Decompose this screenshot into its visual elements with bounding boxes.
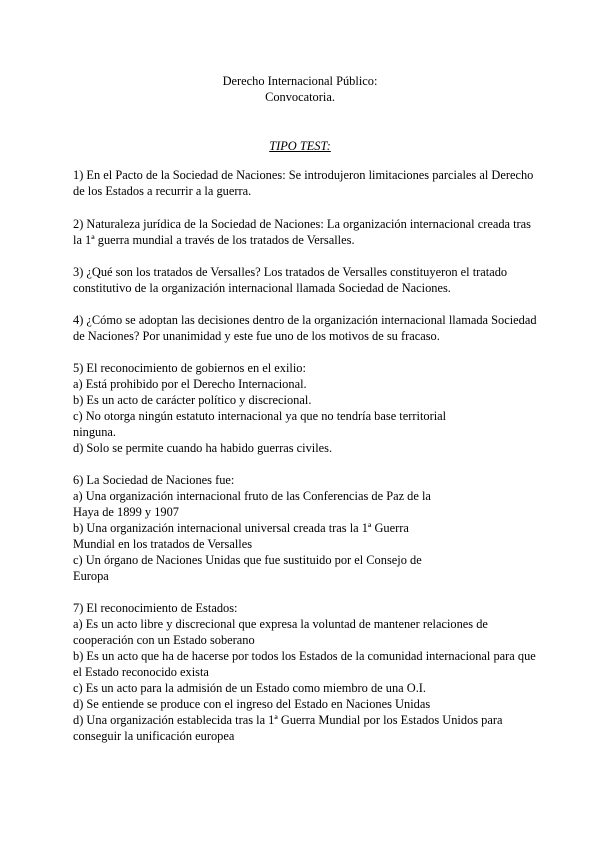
question-4-line-1: 4) ¿Cómo se adoptan las decisiones dentro de la organización internacional llamada Sociedad (73, 313, 537, 327)
question-6-prompt: 6) La Sociedad de Naciones fue: (73, 473, 235, 487)
question-7-option-b: b) Es un acto que ha de hacerse por todos los Estados de la comunidad internacional para que (73, 649, 536, 663)
question-7-option-d-second-cont: conseguir la unificación europea (73, 729, 235, 743)
question-5-prompt: 5) El reconocimiento de gobiernos en el exilio: (73, 361, 306, 375)
question-5-option-c-cont: ninguna. (73, 425, 117, 439)
question-3-line-2: constitutivo de la organización internacional llamada Sociedad de Naciones. (73, 281, 451, 295)
question-6-option-a: a) Una organización internacional fruto de las Conferencias de Paz de la (73, 489, 431, 503)
question-6-option-b-cont: Mundial en los tratados de Versalles (73, 537, 253, 551)
question-7-option-c: c) Es un acto para la admisión de un Estado como miembro de una O.I. (73, 681, 427, 695)
question-1-line-1: 1) En el Pacto de la Sociedad de Naciones: Se introdujeron limitaciones parciales al Derecho (73, 168, 534, 182)
question-5-option-c: c) No otorga ningún estatuto internacional ya que no tendría base territorial (73, 409, 447, 423)
question-2-line-2: la 1ª guerra mundial a través de los tratados de Versalles. (73, 233, 355, 247)
question-7-prompt: 7) El reconocimiento de Estados: (73, 601, 238, 615)
question-1-line-2: de los Estados a recurrir a la guerra. (73, 184, 252, 198)
question-5-option-d: d) Solo se permite cuando ha habido guerras civiles. (73, 441, 333, 455)
question-7-option-a-cont: cooperación con un Estado soberano (73, 633, 255, 647)
question-6-option-a-cont: Haya de 1899 y 1907 (73, 505, 179, 519)
question-6-option-b: b) Una organización internacional universal creada tras la 1ª Guerra (73, 521, 409, 535)
question-7-option-d-second: d) Una organización establecida tras la 1ª Guerra Mundial por los Estados Unidos para (73, 713, 503, 727)
question-5-option-b: b) Es un acto de carácter político y discrecional. (73, 393, 312, 407)
question-7-option-b-cont: el Estado reconocido exista (73, 665, 209, 679)
question-4-line-2: de Naciones? Por unanimidad y este fue uno de los motivos de su fracaso. (73, 329, 440, 343)
question-7-option-d: d) Se entiende se produce con el ingreso del Estado en Naciones Unidas (73, 697, 431, 711)
question-2-line-1: 2) Naturaleza jurídica de la Sociedad de Naciones: La organización internacional creada tras (73, 217, 531, 231)
document-subtitle: Convocatoria. (265, 90, 335, 104)
question-6-option-c: c) Un órgano de Naciones Unidas que fue sustituido por el Consejo de (73, 553, 422, 567)
document-title: Derecho Internacional Público: (222, 74, 378, 88)
question-3-line-1: 3) ¿Qué son los tratados de Versalles? Los tratados de Versalles constituyeron el tratado (73, 265, 508, 279)
question-6-option-c-cont: Europa (73, 569, 109, 583)
question-5-option-a: a) Está prohibido por el Derecho Internacional. (73, 377, 307, 391)
section-heading: TIPO TEST: (269, 139, 331, 153)
question-7-option-a: a) Es un acto libre y discrecional que expresa la voluntad de mantener relaciones de (73, 617, 488, 631)
